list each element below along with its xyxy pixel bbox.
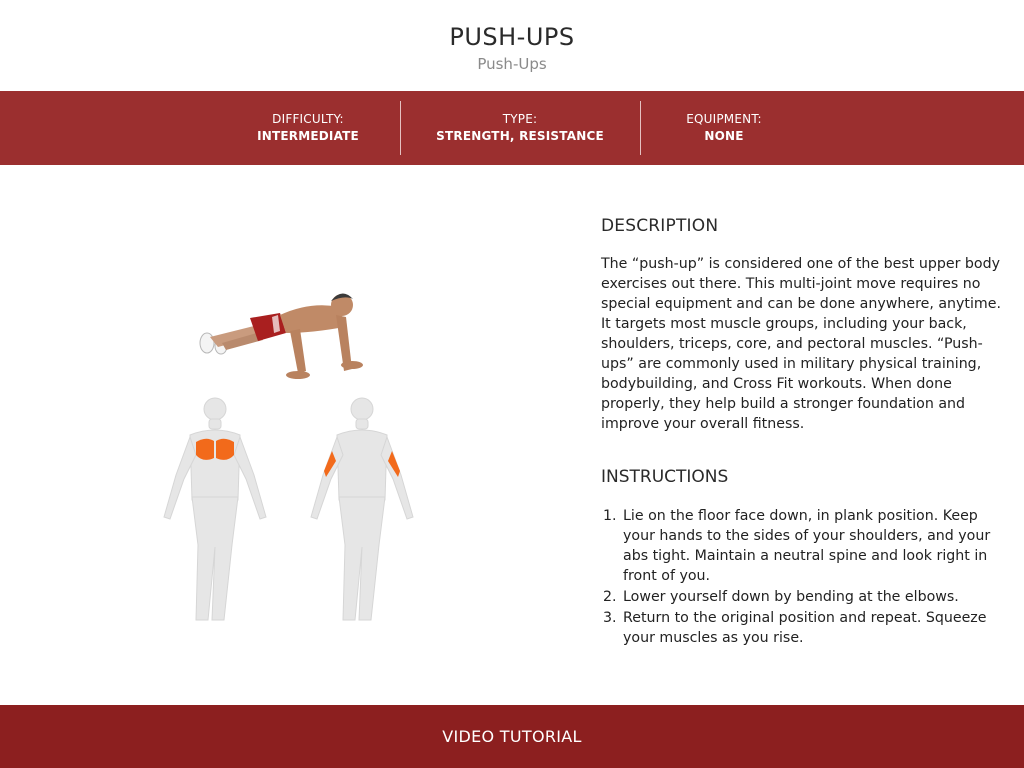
- page-title: PUSH-UPS: [449, 23, 575, 51]
- stat-divider: [640, 101, 641, 155]
- instruction-text: Lower yourself down by bending at the elbows.: [623, 589, 959, 605]
- page-header: [0, 0, 1024, 91]
- instruction-number: 2.: [603, 589, 617, 605]
- type-stat: [420, 91, 620, 165]
- description-title: DESCRIPTION: [601, 216, 719, 236]
- video-tutorial-label: VIDEO TUTORIAL: [442, 727, 582, 746]
- stat-divider: [400, 101, 401, 155]
- instruction-number: 1.: [603, 508, 617, 524]
- description-text: The “push-up” is considered one of the best upper body exercises out there. This multi-joint move requires no special equipment and can be done anywhere, anytime. It targets most muscle groups, including your back, shoulders, triceps, core, and pectoral muscles. “Push-ups” are commonly used in military physical training, bodybuilding, and Cross Fit workouts. When done properly, they help build a stronger foundation and improve your overall fitness.: [601, 256, 1001, 432]
- page-subtitle: Push-Ups: [477, 55, 547, 73]
- type-label: TYPE:: [502, 112, 538, 126]
- equipment-label: EQUIPMENT:: [686, 112, 762, 126]
- push-up-figure: [200, 293, 363, 379]
- instructions-list: [601, 506, 1013, 649]
- instruction-step: [601, 608, 1013, 648]
- type-value: STRENGTH, RESISTANCE: [436, 129, 604, 143]
- exercise-svg: [140, 285, 440, 630]
- instruction-step: [601, 506, 1013, 586]
- difficulty-value: INTERMEDIATE: [257, 129, 359, 143]
- description-section: [601, 216, 1013, 434]
- instruction-step: [601, 587, 1013, 607]
- instruction-text: Return to the original position and repeat. Squeeze your muscles as you rise.: [623, 610, 987, 646]
- front-muscle-map: [164, 398, 266, 620]
- equipment-value: NONE: [704, 129, 744, 143]
- equipment-stat: [654, 91, 794, 165]
- instruction-number: 3.: [603, 610, 617, 626]
- difficulty-label: DIFFICULTY:: [272, 112, 344, 126]
- back-muscle-map: [311, 398, 413, 620]
- video-tutorial-button[interactable]: [0, 705, 1024, 768]
- instructions-title: INSTRUCTIONS: [601, 467, 729, 487]
- instruction-text: Lie on the floor face down, in plank position. Keep your hands to the sides of your shoulders, and your abs tight. Maintain a neutral spine and look right in front of you.: [623, 508, 991, 584]
- difficulty-stat: [228, 91, 388, 165]
- exercise-stats-bar: [0, 91, 1024, 165]
- exercise-illustration: [140, 285, 440, 630]
